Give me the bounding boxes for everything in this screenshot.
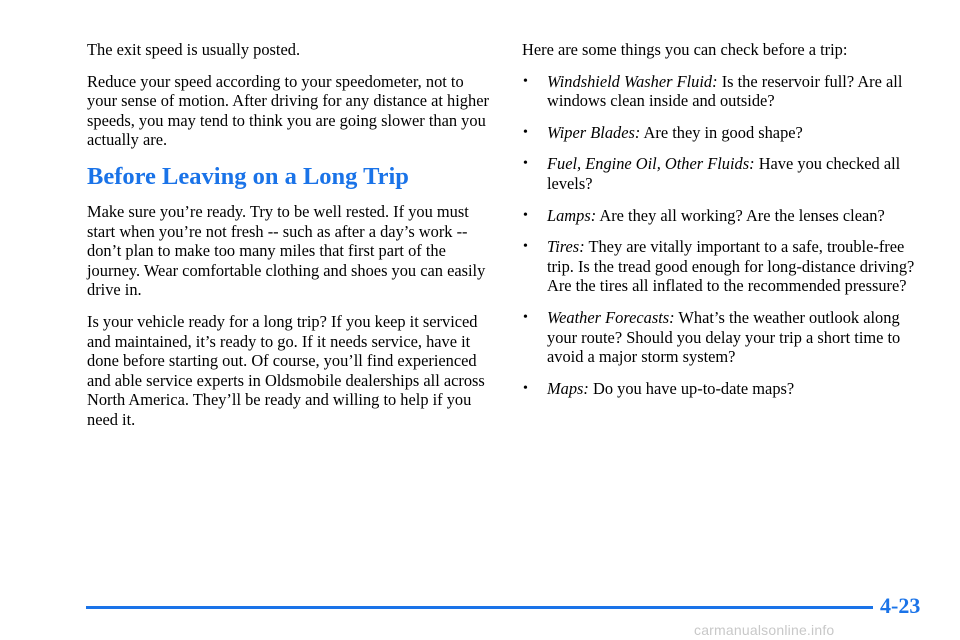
left-column xyxy=(87,40,495,442)
list-item xyxy=(522,379,932,399)
item-text: Do you have up-to-date maps? xyxy=(588,378,795,398)
rest-advice-paragraph: Make sure you’re ready. Try to be well rested. If you must start when you’re not fresh -- such as after a day’s work -- don’t plan to make too many miles that first part of the journey. Wear comfortable clothing and shoes you can easily drive in. xyxy=(87,201,486,300)
vehicle-ready-paragraph: Is your vehicle ready for a long trip? If you keep it serviced and maintained, it’s ready to go. If it needs service, have it done before starting out. Of course, you’ll find experienced and able service experts in Oldsmobile dealerships all across North America. They’ll be ready and willing to help if you need it. xyxy=(87,311,485,429)
list-item xyxy=(522,154,932,193)
item-term: Tires: xyxy=(547,237,585,257)
right-column xyxy=(522,40,932,410)
list-item xyxy=(522,123,932,143)
item-text: Are they in good shape? xyxy=(640,122,803,142)
section-heading: Before Leaving on a Long Trip xyxy=(87,162,409,190)
item-term: Maps: xyxy=(547,378,589,398)
item-text: Have you checked all levels? xyxy=(547,154,901,193)
item-text: Are they all working? Are the lenses clean? xyxy=(596,205,885,225)
page-number: 4-23 xyxy=(880,593,921,618)
item-term: Weather Forecasts: xyxy=(547,307,675,327)
watermark: carmanualsonline.info xyxy=(694,622,835,638)
bullet-icon: • xyxy=(523,207,528,223)
list-item xyxy=(522,206,932,226)
footer-divider xyxy=(86,606,873,609)
bullet-icon: • xyxy=(523,73,528,89)
item-term: Wiper Blades: xyxy=(547,122,641,142)
bullet-icon: • xyxy=(523,380,528,396)
checklist-intro: Here are some things you can check before a trip: xyxy=(522,40,848,59)
item-term: Lamps: xyxy=(547,205,597,225)
list-item xyxy=(522,72,932,111)
speedometer-paragraph: Reduce your speed according to your speedometer, not to your sense of motion. After driving for any distance at higher speeds, you may tend to think you are going slower than you actually are. xyxy=(87,71,489,150)
item-text: Is the reservoir full? Are all windows clean inside and outside? xyxy=(547,71,903,111)
item-term: Fuel, Engine Oil, Other Fluids: xyxy=(547,154,755,174)
exit-speed-paragraph: The exit speed is usually posted. xyxy=(87,40,301,59)
bullet-icon: • xyxy=(523,309,528,325)
bullet-icon: • xyxy=(523,156,528,172)
item-term: Windshield Washer Fluid: xyxy=(547,71,718,91)
checklist xyxy=(522,72,932,399)
list-item xyxy=(522,308,932,367)
item-text: They are vitally important to a safe, trouble-free trip. Is the tread good enough for long-distance driving? Are the tires all inflated to the recommended pressure? xyxy=(547,237,915,296)
bullet-icon: • xyxy=(523,124,528,140)
bullet-icon: • xyxy=(523,239,528,255)
item-text: What’s the weather outlook along your route? Should you delay your trip a short time to avoid a major storm system? xyxy=(547,307,901,367)
list-item xyxy=(522,237,932,296)
